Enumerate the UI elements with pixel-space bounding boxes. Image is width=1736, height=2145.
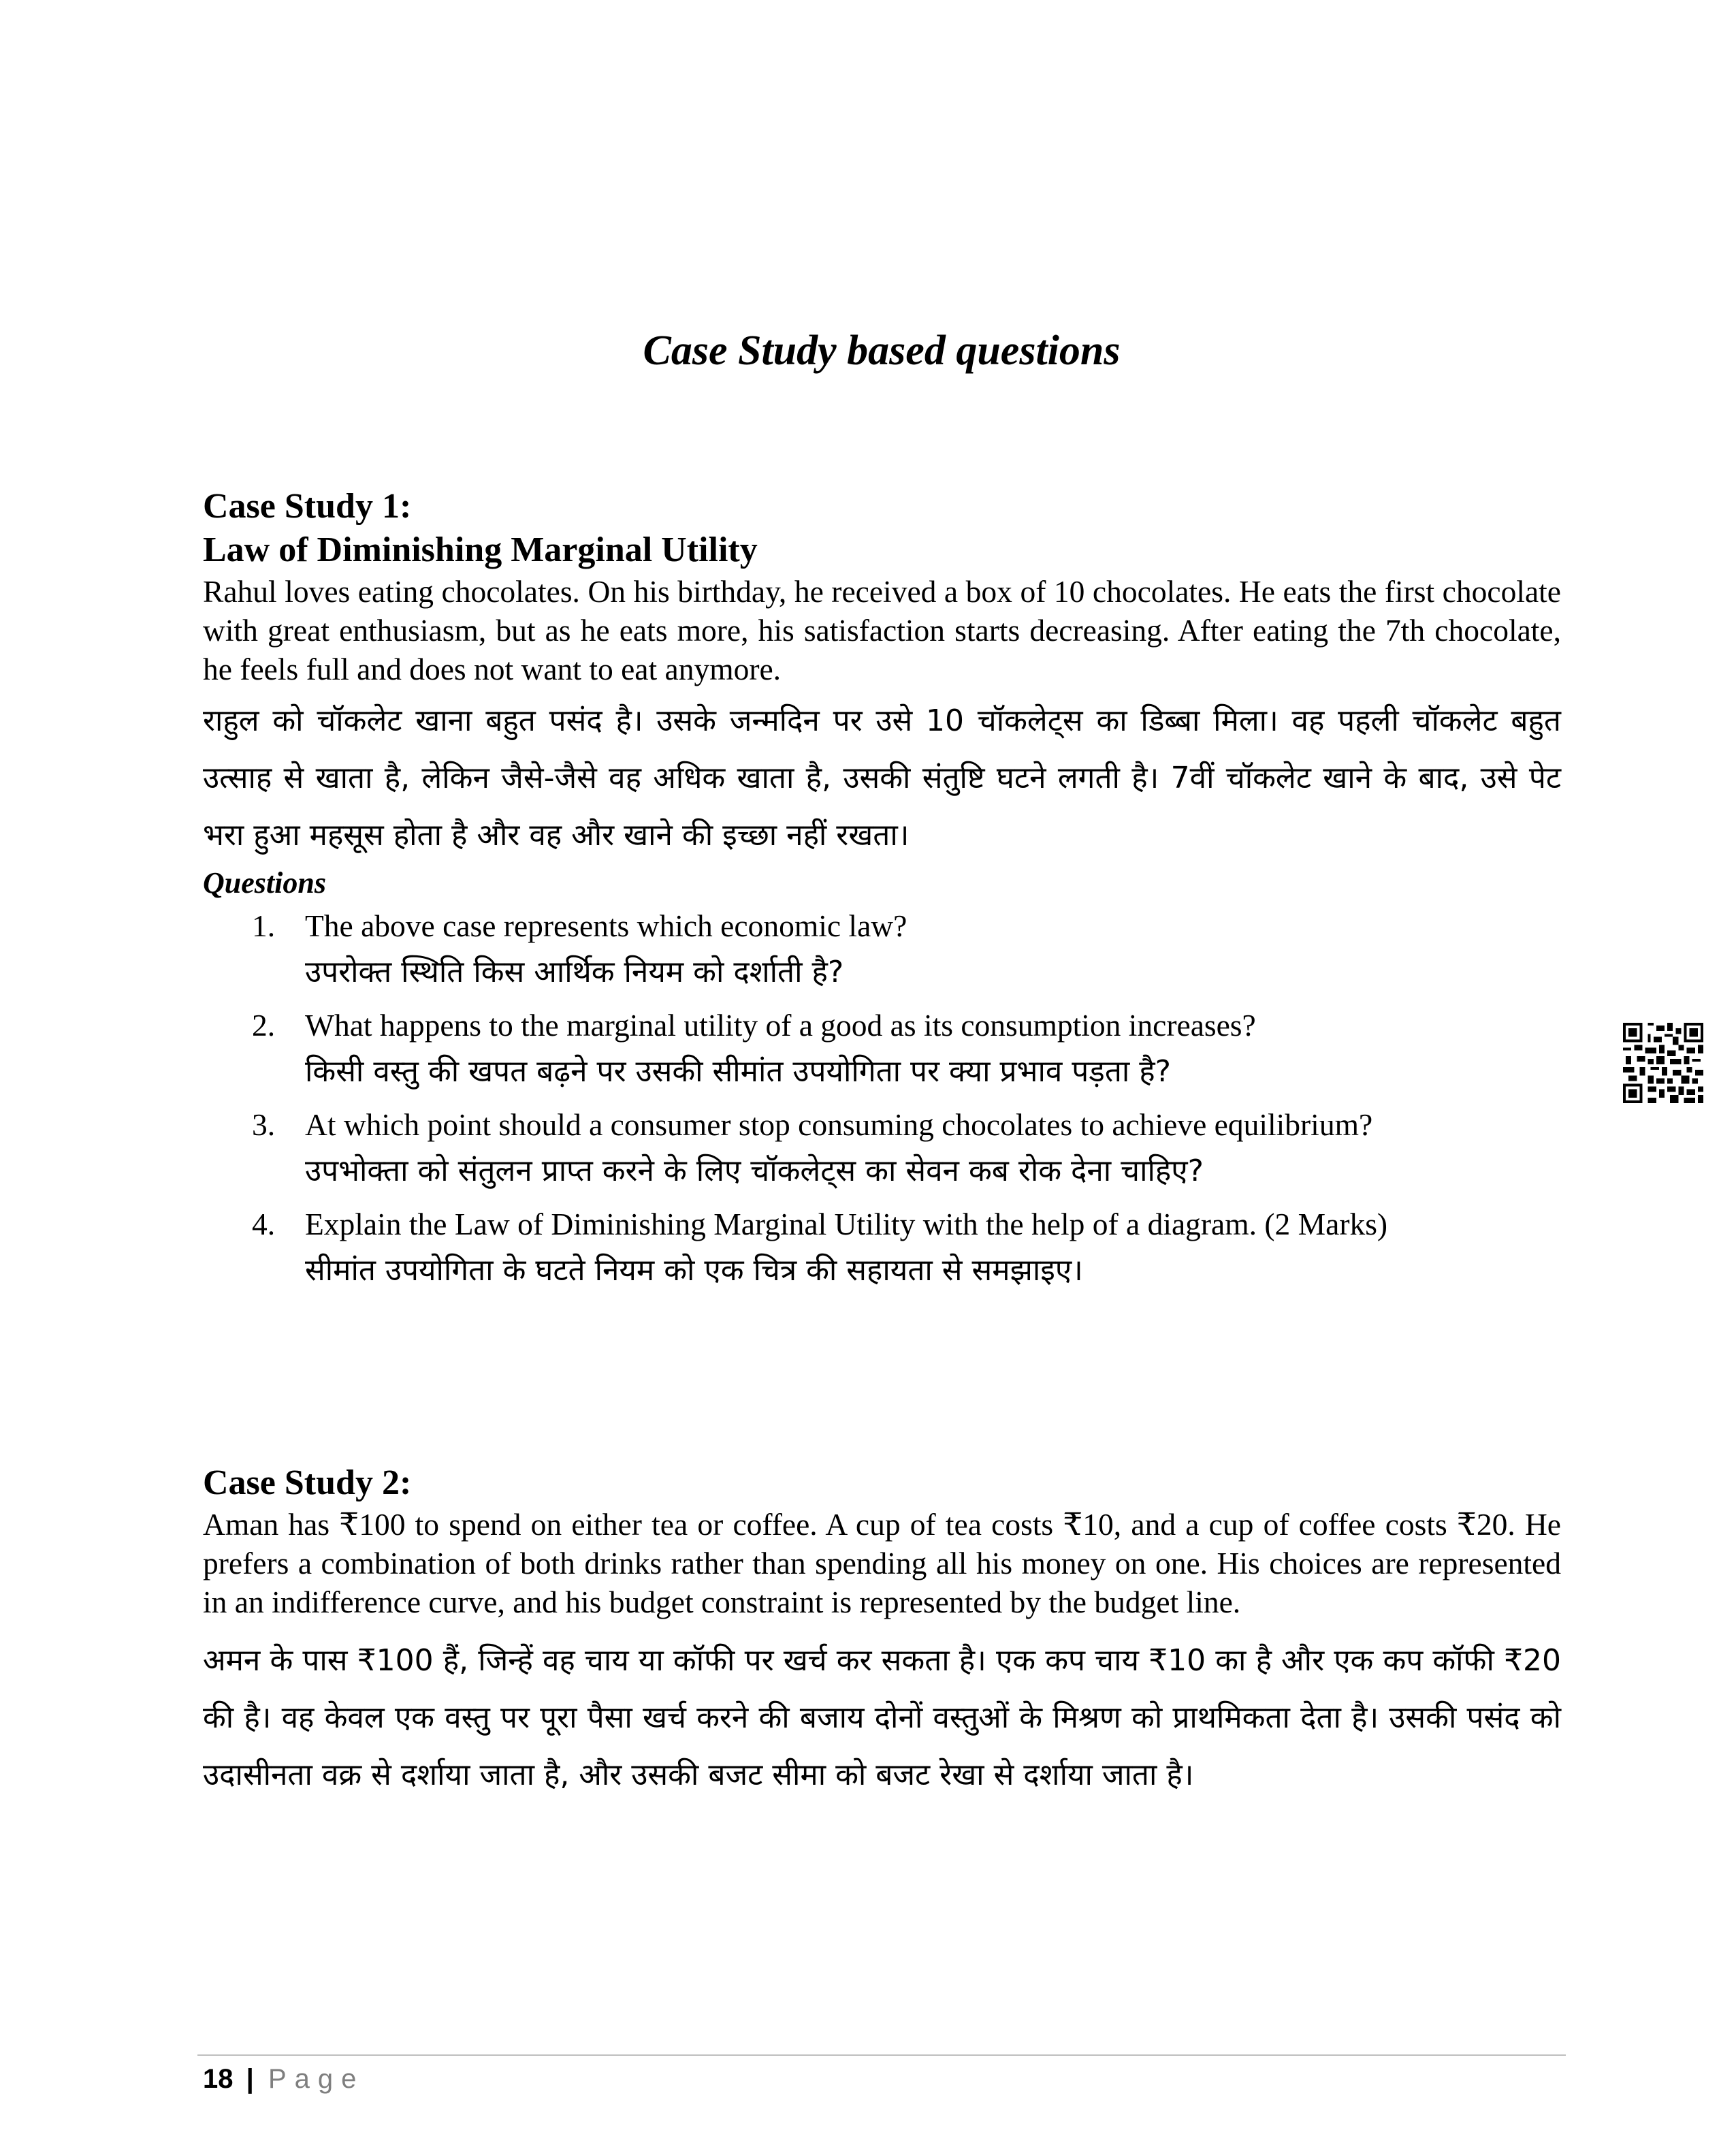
questions-label: Questions bbox=[203, 866, 326, 900]
footer-divider bbox=[197, 2054, 1566, 2056]
page-separator: | bbox=[246, 2064, 254, 2094]
question-number: 4. bbox=[252, 1207, 276, 1241]
page-title: Case Study based questions bbox=[643, 328, 1121, 374]
question-hindi: किसी वस्तु की खपत बढ़ने पर उसकी सीमांत उपयोगिता पर क्या प्रभाव पड़ता है? bbox=[305, 1054, 1171, 1089]
question-hindi: उपरोक्त स्थिति किस आर्थिक नियम को दर्शाती है? bbox=[305, 955, 844, 989]
question-hindi: उपभोक्ता को संतुलन प्राप्त करने के लिए चॉकलेट्स का सेवन कब रोक देना चाहिए? bbox=[305, 1154, 1204, 1188]
question-english: The above case represents which economic law? bbox=[305, 908, 907, 943]
case-study-1-subheading: Law of Diminishing Marginal Utility bbox=[203, 530, 758, 569]
page-number: 18 bbox=[203, 2064, 234, 2094]
question-number: 1. bbox=[252, 908, 276, 943]
page-label: Page bbox=[268, 2064, 365, 2094]
case-study-1-heading: Case Study 1: bbox=[203, 487, 412, 526]
case-study-2-hindi-text: अमन के पास ₹100 हैं, जिन्हें वह चाय या कॉफी पर खर्च कर सकता है। एक कप चाय ₹10 का है और एक कप कॉफी ₹20 की है। वह केवल एक वस्तु पर पूरा पैसा खर्च करने की बजाय दोनों वस्तुओं के मिश्रण को प्राथमिकता देता है। उसकी पसंद को उदासीनता वक्र से दर्शाया जाता है, और उसकी बजट सीमा को बजट रेखा से दर्शाया जाता है। bbox=[203, 1643, 1561, 1792]
question-item bbox=[203, 1205, 1561, 1297]
question-hindi: सीमांत उपयोगिता के घटते नियम को एक चित्र की सहायता से समझाइए। bbox=[305, 1253, 1083, 1288]
case-study-2-english-text: Aman has ₹100 to spend on either tea or coffee. A cup of tea costs ₹10, and a cup of coffee costs ₹20. He prefers a combination of both drinks rather than spending all his money on one. His choices are represented in an indifference curve, and his budget constraint is represented by the budget line. bbox=[203, 1507, 1561, 1619]
case-study-2 bbox=[203, 1461, 1561, 1804]
case-study-1 bbox=[203, 485, 1561, 1304]
question-item bbox=[203, 1006, 1561, 1098]
page-footer bbox=[203, 2062, 364, 2096]
question-english: Explain the Law of Diminishing Marginal Utility with the help of a diagram. (2 Marks) bbox=[305, 1207, 1388, 1241]
question-item bbox=[203, 906, 1561, 999]
question-list bbox=[203, 906, 1561, 1297]
question-number: 3. bbox=[252, 1107, 276, 1142]
question-english: At which point should a consumer stop consuming chocolates to achieve equilibrium? bbox=[305, 1107, 1373, 1142]
question-item bbox=[203, 1105, 1561, 1198]
question-english: What happens to the marginal utility of a good as its consumption increases? bbox=[305, 1008, 1256, 1043]
case-study-2-heading: Case Study 2: bbox=[203, 1463, 412, 1502]
qr-code-icon[interactable] bbox=[1623, 1023, 1703, 1103]
question-number: 2. bbox=[252, 1008, 276, 1043]
case-study-1-english-text: Rahul loves eating chocolates. On his birthday, he received a box of 10 chocolates. He eats the first chocolate with great enthusiasm, but as he eats more, his satisfaction starts decreasing. After eating the 7th chocolate, he feels full and does not want to eat anymore. bbox=[203, 574, 1561, 686]
case-study-1-hindi-text: राहुल को चॉकलेट खाना बहुत पसंद है। उसके जन्मदिन पर उसे 10 चॉकलेट्स का डिब्बा मिला। वह पहली चॉकलेट बहुत उत्साह से खाता है, लेकिन जैसे-जैसे वह अधिक खाता है, उसकी संतुष्टि घटने लगती है। 7वीं चॉकलेट खाने के बाद, उसे पेट भरा हुआ महसूस होता है और वह और खाने की इच्छा नहीं रखता। bbox=[203, 703, 1561, 853]
